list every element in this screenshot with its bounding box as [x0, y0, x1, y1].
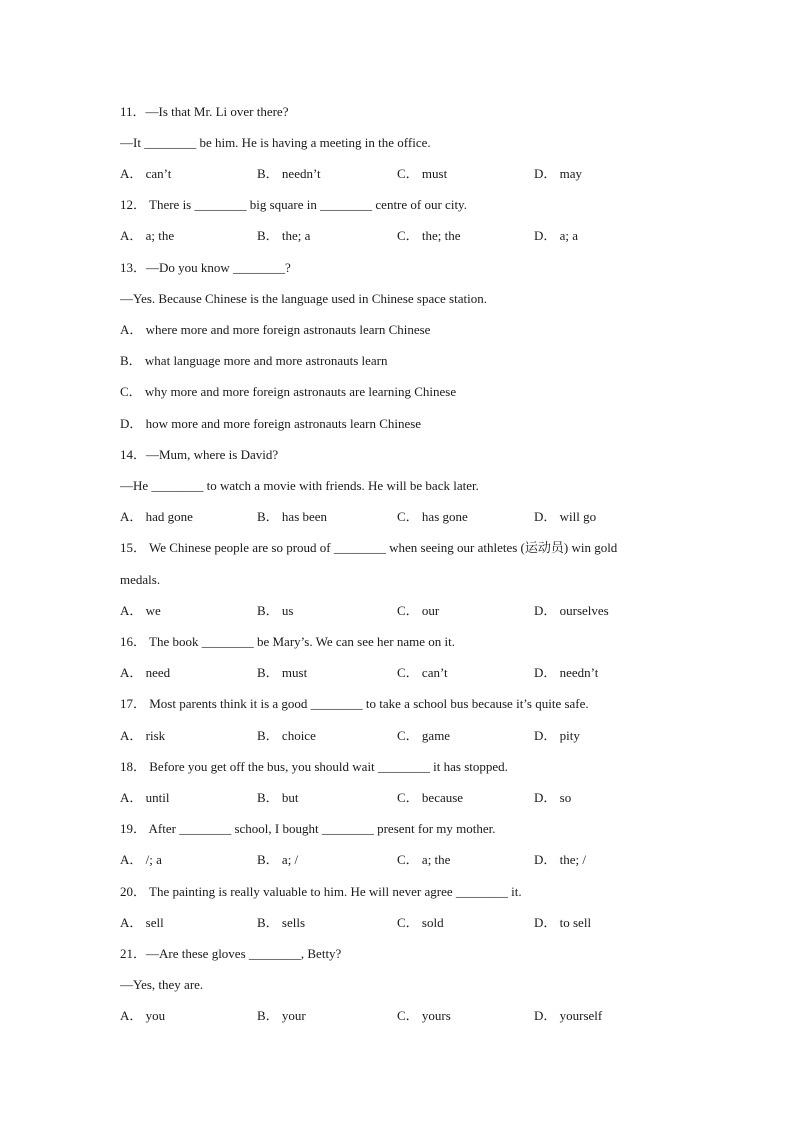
question-13-option-b[interactable]: B． what language more and more astronauts learn	[120, 353, 388, 368]
question-15-stem: 15． We Chinese people are so proud of ________ when seeing our athletes (运动员) win gold	[120, 540, 618, 555]
option-b[interactable]: B． must	[257, 665, 308, 680]
question-11-dialog: —It ________ be him. He is having a meeting in the office.	[120, 135, 431, 150]
question-13-dialog: —Yes. Because Chinese is the language used in Chinese space station.	[120, 291, 487, 306]
option-d[interactable]: D． pity	[534, 728, 580, 743]
option-c[interactable]: C． sold	[397, 915, 444, 930]
option-a[interactable]: A． had gone	[120, 509, 193, 524]
option-d[interactable]: D． may	[534, 166, 583, 181]
option-b[interactable]: B． your	[257, 1008, 306, 1023]
option-a[interactable]: A． a; the	[120, 228, 175, 243]
option-a[interactable]: A． until	[120, 790, 170, 805]
option-d[interactable]: D． will go	[534, 509, 597, 524]
question-19-options	[120, 850, 680, 870]
option-d[interactable]: D． ourselves	[534, 603, 609, 618]
question-15-stem-continued: medals.	[120, 572, 161, 587]
question-12-options	[120, 226, 680, 246]
option-b[interactable]: B． sells	[257, 915, 306, 930]
option-a[interactable]: A． /; a	[120, 852, 162, 867]
option-a[interactable]: A． risk	[120, 728, 166, 743]
option-c[interactable]: C． a; the	[397, 852, 451, 867]
question-11-stem: 11．—Is that Mr. Li over there?	[120, 104, 289, 119]
question-20-options	[120, 913, 680, 933]
option-b[interactable]: B． choice	[257, 728, 316, 743]
option-d[interactable]: D． so	[534, 790, 572, 805]
question-21-stem: 21．—Are these gloves ________, Betty?	[120, 946, 342, 961]
option-a[interactable]: A． you	[120, 1008, 166, 1023]
option-c[interactable]: C． yours	[397, 1008, 451, 1023]
question-17-stem: 17． Most parents think it is a good ________ to take a school bus because it’s quite safe.	[120, 696, 589, 711]
option-c[interactable]: C． must	[397, 166, 448, 181]
question-18-options	[120, 788, 680, 808]
question-12-stem: 12． There is ________ big square in ________ centre of our city.	[120, 197, 467, 212]
question-13-option-d[interactable]: D． how more and more foreign astronauts learn Chinese	[120, 416, 422, 431]
question-20-stem: 20． The painting is really valuable to him. He will never agree ________ it.	[120, 884, 522, 899]
option-c[interactable]: C． the; the	[397, 228, 461, 243]
question-13-option-c[interactable]: C． why more and more foreign astronauts are learning Chinese	[120, 384, 457, 399]
question-21-options	[120, 1006, 680, 1026]
option-c[interactable]: C． can’t	[397, 665, 448, 680]
question-16-stem: 16． The book ________ be Mary’s. We can see her name on it.	[120, 634, 455, 649]
question-21-dialog: —Yes, they are.	[120, 977, 204, 992]
question-17-options	[120, 726, 680, 746]
option-d[interactable]: D． the; /	[534, 852, 586, 867]
question-11-options	[120, 164, 680, 184]
question-13-stem: 13．—Do you know ________?	[120, 260, 291, 275]
question-15-options	[120, 601, 680, 621]
option-d[interactable]: D． a; a	[534, 228, 579, 243]
question-19-stem: 19． After ________ school, I bought ________ present for my mother.	[120, 821, 496, 836]
option-b[interactable]: B． but	[257, 790, 299, 805]
option-d[interactable]: D． to sell	[534, 915, 592, 930]
option-b[interactable]: B． us	[257, 603, 294, 618]
option-a[interactable]: A． can’t	[120, 166, 172, 181]
option-d[interactable]: D． yourself	[534, 1008, 603, 1023]
option-b[interactable]: B． a; /	[257, 852, 299, 867]
question-14-dialog: —He ________ to watch a movie with friends. He will be back later.	[120, 478, 479, 493]
option-c[interactable]: C． because	[397, 790, 464, 805]
option-a[interactable]: A． sell	[120, 915, 164, 930]
question-16-options	[120, 663, 680, 683]
option-a[interactable]: A． need	[120, 665, 171, 680]
option-c[interactable]: C． game	[397, 728, 451, 743]
question-13-option-a[interactable]: A． where more and more foreign astronauts learn Chinese	[120, 322, 431, 337]
question-14-options	[120, 507, 680, 527]
option-d[interactable]: D． needn’t	[534, 665, 599, 680]
option-b[interactable]: B． has been	[257, 509, 328, 524]
option-c[interactable]: C． our	[397, 603, 440, 618]
question-14-stem: 14．—Mum, where is David?	[120, 447, 279, 462]
option-b[interactable]: B． needn’t	[257, 166, 321, 181]
option-c[interactable]: C． has gone	[397, 509, 468, 524]
option-a[interactable]: A． we	[120, 603, 161, 618]
option-b[interactable]: B． the; a	[257, 228, 311, 243]
question-18-stem: 18． Before you get off the bus, you should wait ________ it has stopped.	[120, 759, 508, 774]
